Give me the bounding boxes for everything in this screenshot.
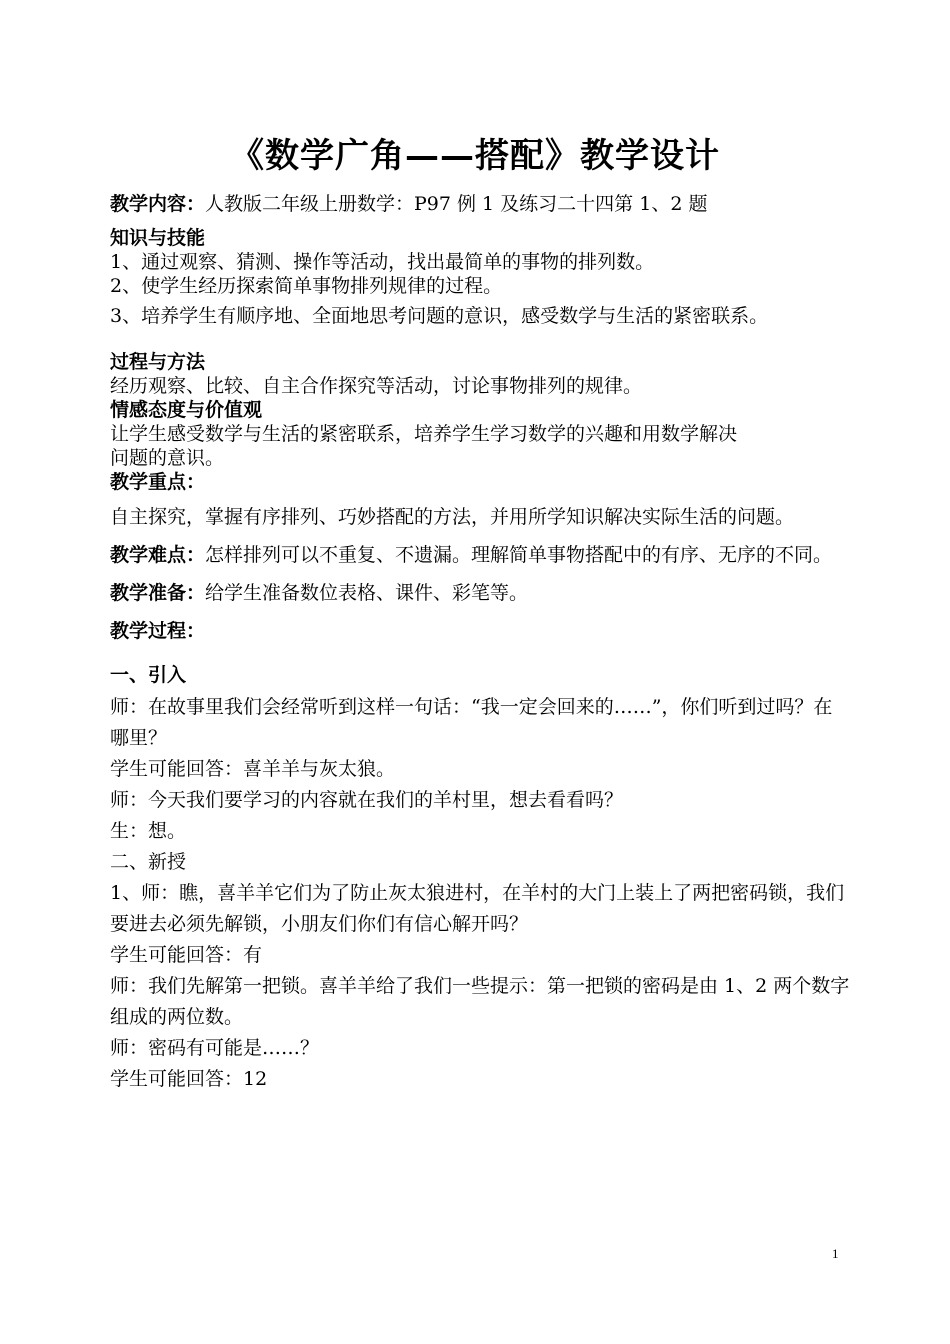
knowledge-heading: 知识与技能 — [110, 227, 206, 249]
emotion-text-line: 问题的意识。 — [110, 447, 225, 469]
section1-heading: 一、引入 — [110, 664, 187, 686]
content-text: 人教版二年级上册数学：P97 例 1 及练习二十四第 1、2 题 — [205, 193, 708, 215]
section1-line: 师：在故事里我们会经常听到这样一句话：“我一定会回来的……”，你们听到过吗？在哪里？ — [110, 696, 833, 749]
knowledge-item: 3、培养学生有顺序地、全面地思考问题的意识，感受数学与生活的紧密联系。 — [110, 305, 769, 327]
knowledge-item: 1、通过观察、猜测、操作等活动，找出最简单的事物的排列数。 — [110, 251, 655, 273]
key-point-heading: 教学重点： — [110, 471, 206, 493]
difficulty-label: 教学难点： — [110, 544, 206, 566]
section1-line: 生：想。 — [110, 820, 187, 842]
content-label: 教学内容： — [110, 193, 206, 215]
section2-line: 师：我们先解第一把锁。喜羊羊给了我们一些提示：第一把锁的密码是由 1、2 两个数字组成的两位数。 — [110, 975, 850, 1028]
preparation-label: 教学准备： — [110, 582, 206, 604]
knowledge-item: 2、使学生经历探索简单事物排列规律的过程。 — [110, 275, 503, 297]
page-number: 1 — [832, 1246, 839, 1261]
section2-heading: 二、新授 — [110, 851, 187, 873]
section2-line: 学生可能回答：12 — [110, 1068, 268, 1090]
process-text: 经历观察、比较、自主合作探究等活动，讨论事物排列的规律。 — [110, 375, 643, 397]
content-line — [110, 192, 850, 216]
page-title: 《数学广角——搭配》教学设计 — [230, 136, 720, 176]
section1-line: 学生可能回答：喜羊羊与灰太狼。 — [110, 758, 396, 780]
process-label: 教学过程： — [110, 620, 206, 642]
emotion-text-line: 让学生感受数学与生活的紧密联系，培养学生学习数学的兴趣和用数学解决 — [110, 423, 738, 445]
section2-line: 1、师：瞧，喜羊羊它们为了防止灰太狼进村，在羊村的大门上装上了两把密码锁，我们要进去必须先解锁，小朋友们你们有信心解开吗？ — [110, 882, 845, 935]
preparation-paragraph — [110, 574, 850, 612]
difficulty-text: 怎样排列可以不重复、不遗漏。理解简单事物搭配中的有序、无序的不同。 — [205, 544, 833, 566]
document-body — [110, 192, 850, 1095]
process-heading: 过程与方法 — [110, 351, 206, 373]
section2-line: 师：密码有可能是……？ — [110, 1037, 320, 1059]
preparation-text: 给学生准备数位表格、课件、彩笔等。 — [205, 582, 529, 604]
emotion-heading: 情感态度与价值观 — [110, 399, 263, 421]
difficulty-paragraph — [110, 536, 850, 574]
section2-line: 学生可能回答：有 — [110, 944, 263, 966]
key-point-text: 自主探究，掌握有序排列、巧妙搭配的方法，并用所学知识解决实际生活的问题。 — [110, 506, 795, 528]
section1-line: 师：今天我们要学习的内容就在我们的羊村里，想去看看吗？ — [110, 789, 624, 811]
